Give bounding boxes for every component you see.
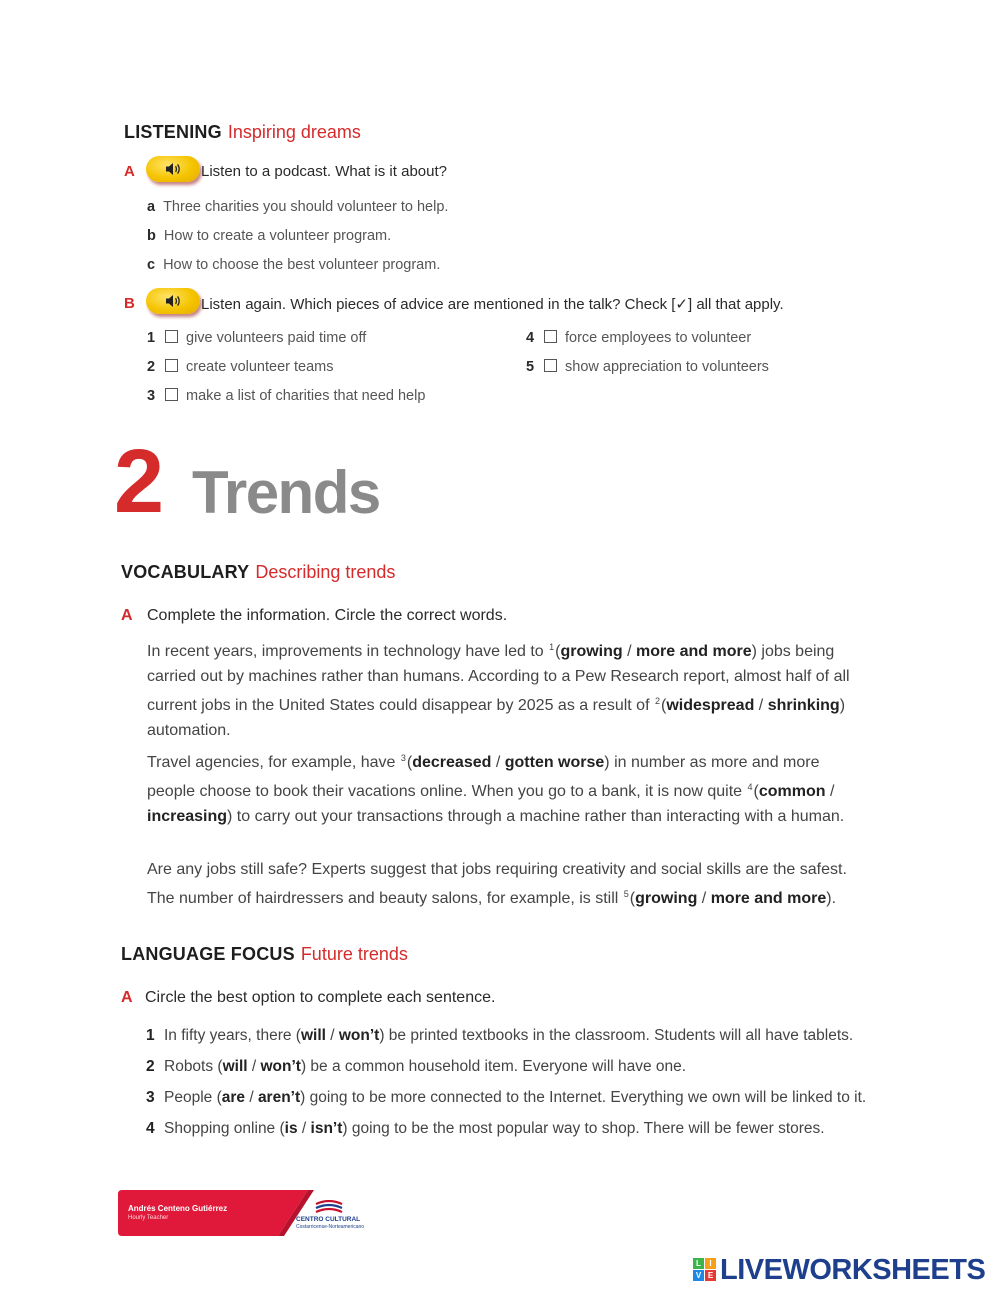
section-title: Future trends	[300, 944, 408, 964]
section-keyword: LISTENING	[124, 122, 222, 142]
choice-5b[interactable]: more and more	[710, 890, 827, 907]
instruction: Complete the information. Circle the correct words.	[147, 607, 508, 624]
choice[interactable]: won’t	[338, 1027, 380, 1044]
instruction-b: Listen again. Which pieces of advice are mentioned in the talk? Check [✓] all that apply.	[201, 296, 784, 313]
choice-2b[interactable]: shrinking	[767, 697, 840, 714]
option-c[interactable]: c How to choose the best volunteer program.	[147, 257, 441, 273]
option-b[interactable]: b How to create a volunteer program.	[147, 228, 392, 244]
choice-3b[interactable]: gotten worse	[504, 754, 605, 771]
exercise-letter-a: A	[121, 607, 133, 624]
option-a[interactable]: a Three charities you should volunteer to help.	[147, 199, 449, 215]
org-name: CENTRO CULTURAL	[296, 1216, 361, 1223]
speaker-icon	[165, 162, 181, 176]
author-card	[118, 1190, 368, 1236]
choice[interactable]: aren’t	[257, 1089, 301, 1106]
language-focus-heading	[121, 944, 408, 965]
sentence-2: 2 Robots (will / won’t) be a common household item. Everyone will have one.	[146, 1058, 687, 1075]
choice[interactable]: are	[221, 1089, 246, 1106]
vocab-paragraph-2: Travel agencies, for example, have $^3$(decreased / gotten worse) in number as more and more people choose to book their vacations online. When you go to a bank, it is now quite $^4$(common / increasing) to carry out your transactions through a machine rather than interacting with a human.	[147, 753, 845, 825]
choice-4b[interactable]: increasing	[147, 808, 228, 825]
exercise-letter-a: A	[121, 989, 133, 1006]
sentence-1: 1 In fifty years, there (will / won’t) be printed textbooks in the classroom. Students will all have tablets.	[146, 1027, 854, 1044]
checklist-item-3[interactable]: 3 make a list of charities that need help	[147, 388, 426, 404]
org-subtitle: Costarricense-Norteamericano	[296, 1224, 365, 1230]
checklist-item-5[interactable]: 5 show appreciation to volunteers	[526, 359, 769, 375]
choice-1a[interactable]: growing	[560, 643, 623, 660]
choice-3a[interactable]: decreased	[412, 754, 492, 771]
author-role: Hourly Teacher	[128, 1215, 169, 1221]
choice-5a[interactable]: growing	[635, 890, 698, 907]
checkbox-icon[interactable]	[165, 359, 178, 372]
checklist-item-1[interactable]: 1 give volunteers paid time off	[147, 330, 367, 346]
vocab-paragraph-1: In recent years, improvements in technology have led to $^1$(growing / more and more) jobs being carried out by machines rather than humans. According to a Pew Research report, almost half of all current jobs in the United States could disappear by 2025 as a result of $^2$(widespread / shrinking) automation.	[147, 642, 850, 739]
liveworksheets-logo-icon: L I V E	[693, 1258, 717, 1282]
checkbox-icon[interactable]	[165, 330, 178, 343]
audio-play-button-a[interactable]	[146, 156, 200, 182]
checkbox-icon[interactable]	[544, 330, 557, 343]
vocabulary-heading	[121, 562, 395, 583]
checkbox-icon[interactable]	[544, 359, 557, 372]
choice-2a[interactable]: widespread	[666, 697, 755, 714]
author-name: Andrés Centeno Gutiérrez	[128, 1204, 228, 1213]
flag-logo-icon	[314, 1200, 344, 1214]
instruction-a: Listen to a podcast. What is it about?	[201, 163, 447, 180]
choice[interactable]: will	[300, 1027, 326, 1044]
vocab-paragraph-3: Are any jobs still safe? Experts suggest that jobs requiring creativity and social skills are the safest. The number of hairdressers and beauty salons, for example, is still $^5$(growing / more and more).	[147, 861, 847, 907]
unit-title: Trends	[192, 459, 380, 526]
checklist-item-2[interactable]: 2 create volunteer teams	[147, 359, 334, 375]
sentence-4: 4 Shopping online (is / isn’t) going to be the most popular way to shop. There will be fewer stores.	[146, 1120, 825, 1137]
speaker-icon	[165, 294, 181, 308]
checklist-item-4[interactable]: 4 force employees to volunteer	[526, 330, 752, 346]
section-title: Inspiring dreams	[227, 122, 361, 142]
choice[interactable]: isn’t	[310, 1120, 343, 1137]
instruction: Circle the best option to complete each sentence.	[145, 989, 496, 1006]
exercise-letter-a: A	[124, 163, 135, 180]
choice-1b[interactable]: more and more	[636, 643, 752, 660]
liveworksheets-wordmark[interactable]: LIVEWORKSHEETS	[720, 1254, 986, 1286]
unit-number: 2	[114, 432, 161, 532]
checkbox-icon[interactable]	[165, 388, 178, 401]
choice-4a[interactable]: common	[758, 783, 826, 800]
choice[interactable]: is	[284, 1120, 298, 1137]
sentence-3: 3 People (are / aren’t) going to be more connected to the Internet. Everything we own will be linked to it.	[146, 1089, 867, 1106]
section-keyword: VOCABULARY	[121, 562, 250, 582]
section-title: Describing trends	[255, 562, 396, 582]
audio-play-button-b[interactable]	[146, 288, 200, 314]
section-keyword: LANGUAGE FOCUS	[121, 944, 295, 964]
choice[interactable]: will	[222, 1058, 248, 1075]
choice[interactable]: won’t	[260, 1058, 301, 1075]
exercise-letter-b: B	[124, 295, 135, 312]
listening-heading	[124, 122, 361, 143]
